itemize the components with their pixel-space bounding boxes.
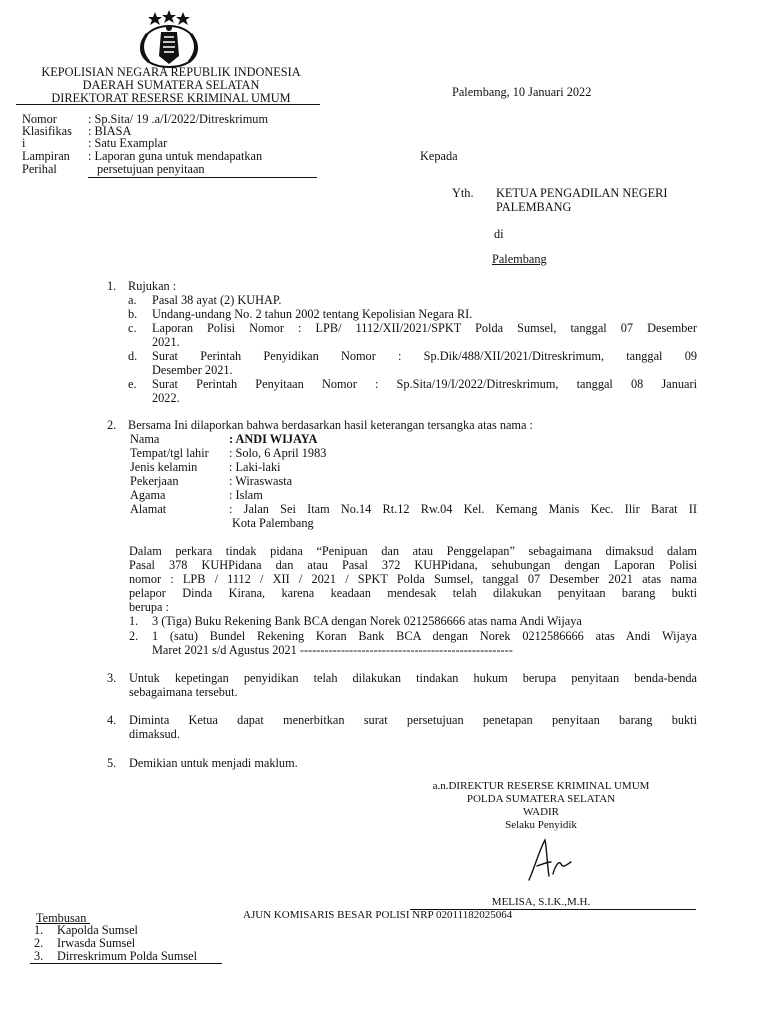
tembusan-title: Tembusan <box>36 911 87 925</box>
header-line-2: DAERAH SUMATERA SELATAN <box>82 78 260 92</box>
handwritten-signature-icon <box>525 836 577 884</box>
evidence-1-number: 1. <box>129 614 139 628</box>
section-3-number: 3. <box>107 671 117 685</box>
field-agama-value: : Islam <box>229 488 263 502</box>
place-date: Palembang, 10 Januari 2022 <box>452 85 592 99</box>
tembusan-2-label: Irwasda Sumsel <box>57 936 136 950</box>
ref-d-text-2: Desember 2021. <box>152 363 233 377</box>
nomor-value: : Sp.Sita/ 19 .a/I/2022/Ditreskrimum <box>88 112 269 126</box>
section-1-number: 1. <box>107 279 117 293</box>
signature-line-2: POLDA SUMATERA SELATAN <box>466 793 616 805</box>
signature-line-1: a.n.DIREKTUR RESERSE KRIMINAL UMUM <box>432 780 650 792</box>
ref-e-text-2: 2022. <box>152 391 180 405</box>
perihal-label: Perihal <box>22 162 57 176</box>
evidence-2-number: 2. <box>129 629 139 643</box>
ref-a-letter: a. <box>128 293 137 307</box>
case-paragraph-line-5: berupa : <box>129 600 169 614</box>
kepada-label: Kepada <box>420 149 458 163</box>
field-nama-value: : ANDI WIJAYA <box>229 432 318 446</box>
perihal-value-2: persetujuan penyitaan <box>97 162 205 176</box>
ref-d-letter: d. <box>128 349 138 363</box>
ref-d-text-1: Surat Perintah Penyidikan Nomor : Sp.Dik/488/XII/2021/Ditreskrimum, tanggal 09 <box>152 349 697 363</box>
section-2-number: 2. <box>107 418 117 432</box>
tembusan-1-label: Kapolda Sumsel <box>57 923 138 937</box>
tembusan-2-number: 2. <box>34 936 44 950</box>
signatory-rank: AJUN KOMISARIS BESAR POLISI NRP 02011182025064 <box>243 909 513 921</box>
field-alamat-value-2: Kota Palembang <box>232 516 314 530</box>
field-ttl-label: Tempat/tgl lahir <box>130 446 209 460</box>
tembusan-3-number: 3. <box>34 949 44 963</box>
signature-line-4: Selaku Penyidik <box>505 819 577 831</box>
signature-line-3: WADIR <box>522 806 560 818</box>
tembusan-3-label: Dirreskrimum Polda Sumsel <box>57 949 198 963</box>
ref-b-letter: b. <box>128 307 138 321</box>
field-pekerjaan-value: : Wiraswasta <box>229 474 293 488</box>
recipient-name-2: PALEMBANG <box>496 200 572 214</box>
section-5-number: 5. <box>107 756 117 770</box>
recipient-city: Palembang <box>492 252 547 266</box>
nomor-label: Nomor <box>22 112 57 126</box>
ref-a-text: Pasal 38 ayat (2) KUHAP. <box>152 293 282 307</box>
field-agama-label: Agama <box>130 488 166 502</box>
ref-c-text-1: Laporan Polisi Nomor : LPB/ 1112/XII/2021/SPKT Polda Sumsel, tanggal 07 Desember <box>152 321 697 335</box>
header-underline <box>16 104 320 105</box>
ref-e-text-1: Surat Perintah Penyitaan Nomor : Sp.Sita/19/I/2022/Ditreskrimum, tanggal 08 Januari <box>152 377 697 391</box>
klasifikasi-label: Klasifikas <box>22 124 72 138</box>
section-3-text-1: Untuk kepetingan penyidikan telah dilakukan tindakan hukum berupa penyitaan benda-benda <box>129 671 697 685</box>
tembusan-bottom-rule <box>30 963 222 964</box>
field-alamat-value: : Jalan Sei Itam No.14 Rt.12 Rw.04 Kel. Kemang Manis Kec. Ilir Barat II <box>229 502 697 516</box>
di-label: di <box>494 227 504 241</box>
section-4-text-1: Diminta Ketua dapat menerbitkan surat persetujuan penetapan penyitaan barang bukti <box>129 713 697 727</box>
section-1-title: Rujukan : <box>128 279 177 293</box>
perihal-value-1: : Laporan guna untuk mendapatkan <box>88 149 263 163</box>
field-pekerjaan-label: Pekerjaan <box>130 474 179 488</box>
section-2-intro: Bersama Ini dilaporkan bahwa berdasarkan hasil keterangan tersangka atas nama : <box>128 418 533 432</box>
field-jk-value: : Laki-laki <box>229 460 281 474</box>
case-paragraph-line-2: Pasal 378 KUHPidana dan atau Pasal 372 KUHPidana, sehubungan dengan Laporan Polisi <box>129 558 697 572</box>
field-alamat-label: Alamat <box>130 502 167 516</box>
field-ttl-value: : Solo, 6 April 1983 <box>229 446 327 460</box>
yth-label: Yth. <box>452 186 474 200</box>
tembusan-1-number: 1. <box>34 923 44 937</box>
ref-b-text: Undang-undang No. 2 tahun 2002 tentang Kepolisian Negara RI. <box>152 307 473 321</box>
institution-header <box>22 66 320 105</box>
ref-c-text-2: 2021. <box>152 335 180 349</box>
header-line-1: KEPOLISIAN NEGARA REPUBLIK INDONESIA <box>41 65 301 79</box>
ref-e-letter: e. <box>128 377 137 391</box>
police-emblem-icon <box>133 10 205 68</box>
evidence-1-text: 3 (Tiga) Buku Rekening Bank BCA dengan Norek 0212586666 atas nama Andi Wijaya <box>152 614 582 628</box>
recipient-name-1: KETUA PENGADILAN NEGERI <box>496 186 668 200</box>
evidence-2-text-1: 1 (satu) Bundel Rekening Koran Bank BCA dengan Norek 0212586666 atas Andi Wijaya <box>152 629 697 643</box>
case-paragraph-line-4: pelapor Dinda Kirana, karena keadaan mendesak telah dilakukan penyitaan barang bukti <box>129 586 697 600</box>
lampiran-label: Lampiran <box>22 149 70 163</box>
lampiran-value: : Satu Examplar <box>88 136 168 150</box>
section-5-text: Demikian untuk menjadi maklum. <box>129 756 298 770</box>
case-paragraph-line-1: Dalam perkara tindak pidana “Penipuan dan atau Penggelapan” sebagaimana dimaksud dalam <box>129 544 697 558</box>
field-nama-label: Nama <box>130 432 160 446</box>
ref-c-letter: c. <box>128 321 137 335</box>
klasifikasi-label-cont: i <box>22 136 26 150</box>
section-4-text-2: dimaksud. <box>129 727 180 741</box>
evidence-2-text-2: Maret 2021 s/d Agustus 2021 ---------------------------------------------------- <box>152 643 513 657</box>
section-3-text-2: sebagaimana tersebut. <box>129 685 238 699</box>
field-jk-label: Jenis kelamin <box>130 460 198 474</box>
signatory-name: MELISA, S.I.K.,M.H. <box>491 896 591 908</box>
klasifikasi-value: : BIASA <box>88 124 132 138</box>
section-4-number: 4. <box>107 713 117 727</box>
case-paragraph-line-3: nomor : LPB / 1112 / XII / 2021 / SPKT Polda Sumsel, tanggal 07 Desember 2021 atas nama <box>129 572 697 586</box>
header-line-3: DIREKTORAT RESERSE KRIMINAL UMUM <box>51 91 291 105</box>
perihal-underline <box>88 177 317 178</box>
